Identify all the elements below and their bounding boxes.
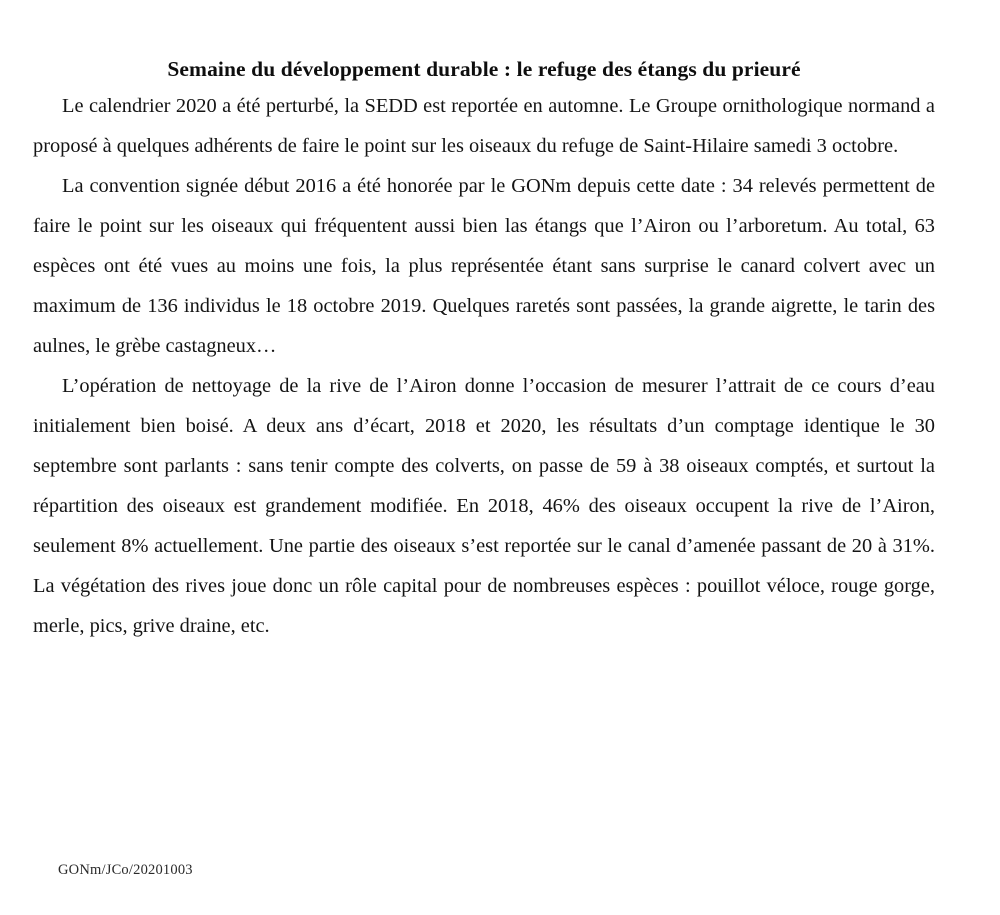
footer-reference: GONm/JCo/20201003 <box>58 862 193 878</box>
paragraph: L’opération de nettoyage de la rive de l’Airon donne l’occasion de mesurer l’attrait de ce cours d’eau initialement bien boisé. A deux ans d’écart, 2018 et 2020, les résultats d’un comptage identique le 30 septembre sont parlants : sans tenir compte des colverts, on passe de 59 à 38 oiseaux comptés, et surtout la répartition des oiseaux est grandement modifiée. En 2018, 46% des oiseaux occupent la rive de l’Airon, seulement 8% actuellement. Une partie des oiseaux s’est reportée sur le canal d’amenée passant de 20 à 31%. La végétation des rives joue donc un rôle capital pour de nombreuses espèces : pouillot véloce, rouge gorge, merle, pics, grive draine, etc. <box>33 375 935 637</box>
paragraph: La convention signée début 2016 a été honorée par le GONm depuis cette date : 34 relevés permettent de faire le point sur les oiseaux qui fréquentent aussi bien las étangs que l’Airon ou l’arboretum. Au total, 63 espèces ont été vues au moins une fois, la plus représentée étant sans surprise le canard colvert avec un maximum de 136 individus le 18 octobre 2019. Quelques raretés sont passées, la grande aigrette, le tarin des aulnes, le grèbe castagneux… <box>33 175 935 357</box>
document-body <box>33 86 935 646</box>
page-title: Semaine du développement durable : le refuge des étangs du prieuré <box>167 57 801 82</box>
paragraph: Le calendrier 2020 a été perturbé, la SEDD est reportée en automne. Le Groupe ornithologique normand a proposé à quelques adhérents de faire le point sur les oiseaux du refuge de Saint-Hilaire samedi 3 octobre. <box>33 95 935 157</box>
